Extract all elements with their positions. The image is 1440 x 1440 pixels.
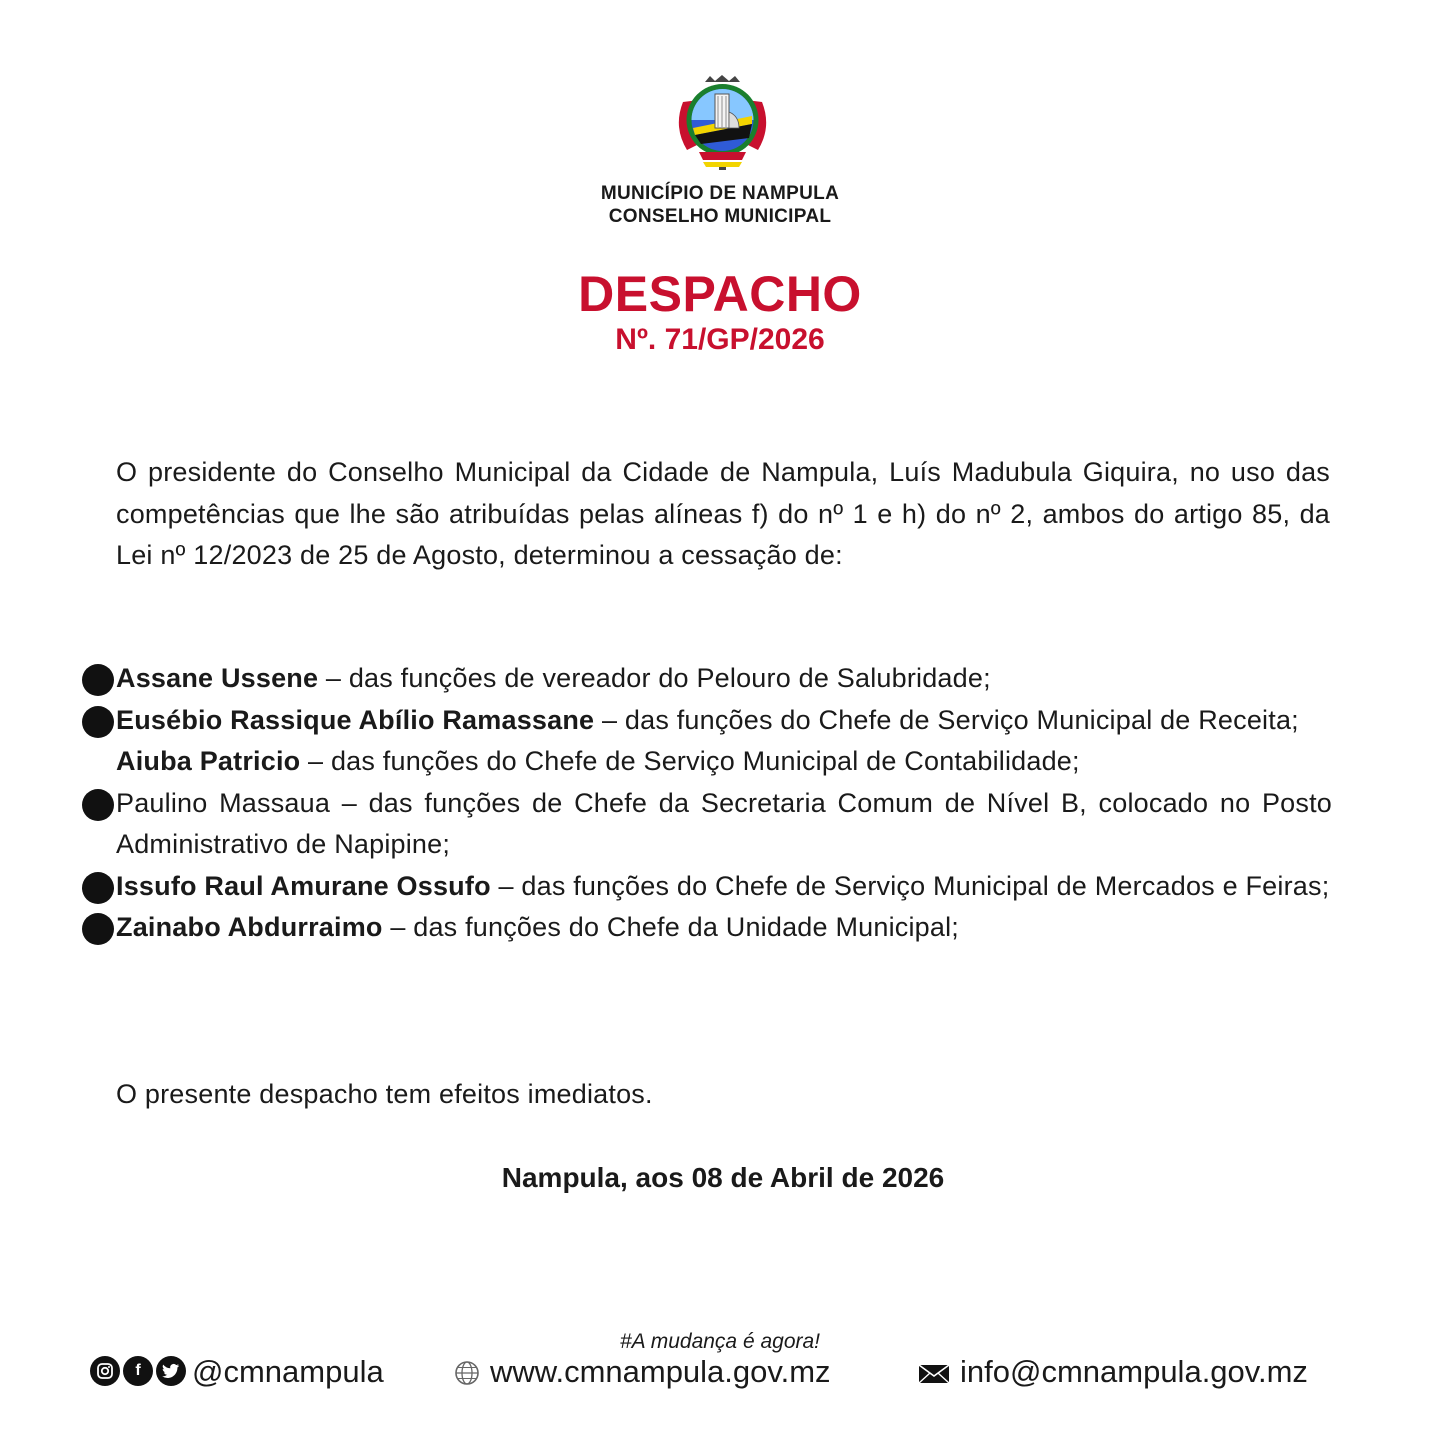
person-name: Eusébio Rassique Abílio Ramassane xyxy=(116,704,595,735)
bullet-icon xyxy=(82,913,114,945)
person-name: Aiuba Patricio xyxy=(116,746,301,776)
item-description: Paulino Massaua – das funções de Chefe da Secretaria Comum de Nível B, colocado no Posto Administrativo de Napipine; xyxy=(116,787,1332,859)
contact-footer xyxy=(90,1350,1370,1394)
item-description: – das funções do Chefe de Serviço Municipal de Mercados e Feiras; xyxy=(490,870,1330,901)
intro-paragraph: O presidente do Conselho Municipal da Cidade de Nampula, Luís Madubula Giquira, no uso das competências que lhe são atribuídas pelas alíneas f) do nº 1 e h) do nº 2, ambos do artigo 85, da Lei nº 12/2023 de 25 de Agosto, determinou a cessação de: xyxy=(116,457,1330,570)
council-name: CONSELHO MUNICIPAL xyxy=(608,206,832,227)
person-name: Zainabo Abdurraimo xyxy=(116,912,383,942)
email-link[interactable]: info@cmnampula.gov.mz xyxy=(960,1354,1308,1389)
bullet-icon xyxy=(82,789,114,821)
document-title: DESPACHO xyxy=(578,266,862,322)
municipality-name: MUNICÍPIO DE NAMPULA xyxy=(600,183,840,204)
dateline: Nampula, aos 08 de Abril de 2026 xyxy=(501,1162,945,1193)
document-number: Nº. 71/GP/2026 xyxy=(615,323,825,356)
website-link[interactable]: www.cmnampula.gov.mz xyxy=(490,1354,831,1389)
item-description: – das funções do Chefe da Unidade Municipal; xyxy=(382,912,959,942)
list-item xyxy=(82,658,1332,700)
list-item xyxy=(82,700,1332,742)
bullet-icon xyxy=(82,706,114,738)
bullet-icon xyxy=(82,872,114,904)
slogan: #A mudança é agora! xyxy=(619,1330,821,1353)
item-description: – das funções do Chefe de Serviço Municipal de Receita; xyxy=(594,704,1299,735)
list-item xyxy=(82,741,1332,783)
person-name: Assane Ussene xyxy=(116,663,319,693)
social-handle[interactable]: @cmnampula xyxy=(192,1354,384,1389)
item-description: – das funções do Chefe de Serviço Municipal de Contabilidade; xyxy=(300,746,1080,776)
globe-icon xyxy=(454,1360,480,1386)
municipal-emblem-icon xyxy=(665,72,780,172)
list-item xyxy=(82,907,1332,949)
social-icons xyxy=(90,1356,186,1388)
mail-icon xyxy=(918,1364,950,1384)
instagram-icon[interactable] xyxy=(90,1356,120,1386)
list-item xyxy=(82,783,1332,866)
facebook-icon[interactable]: f xyxy=(123,1356,153,1386)
twitter-icon[interactable] xyxy=(156,1356,186,1386)
closing-statement: O presente despacho tem efeitos imediatos. xyxy=(116,1079,653,1109)
item-description: – das funções de vereador do Pelouro de Salubridade; xyxy=(318,663,991,693)
municipality-header xyxy=(0,182,1440,228)
person-name: Issufo Raul Amurane Ossufo xyxy=(116,870,491,901)
list-item xyxy=(82,866,1332,908)
cessation-list xyxy=(82,658,1332,949)
bullet-icon xyxy=(82,664,114,696)
